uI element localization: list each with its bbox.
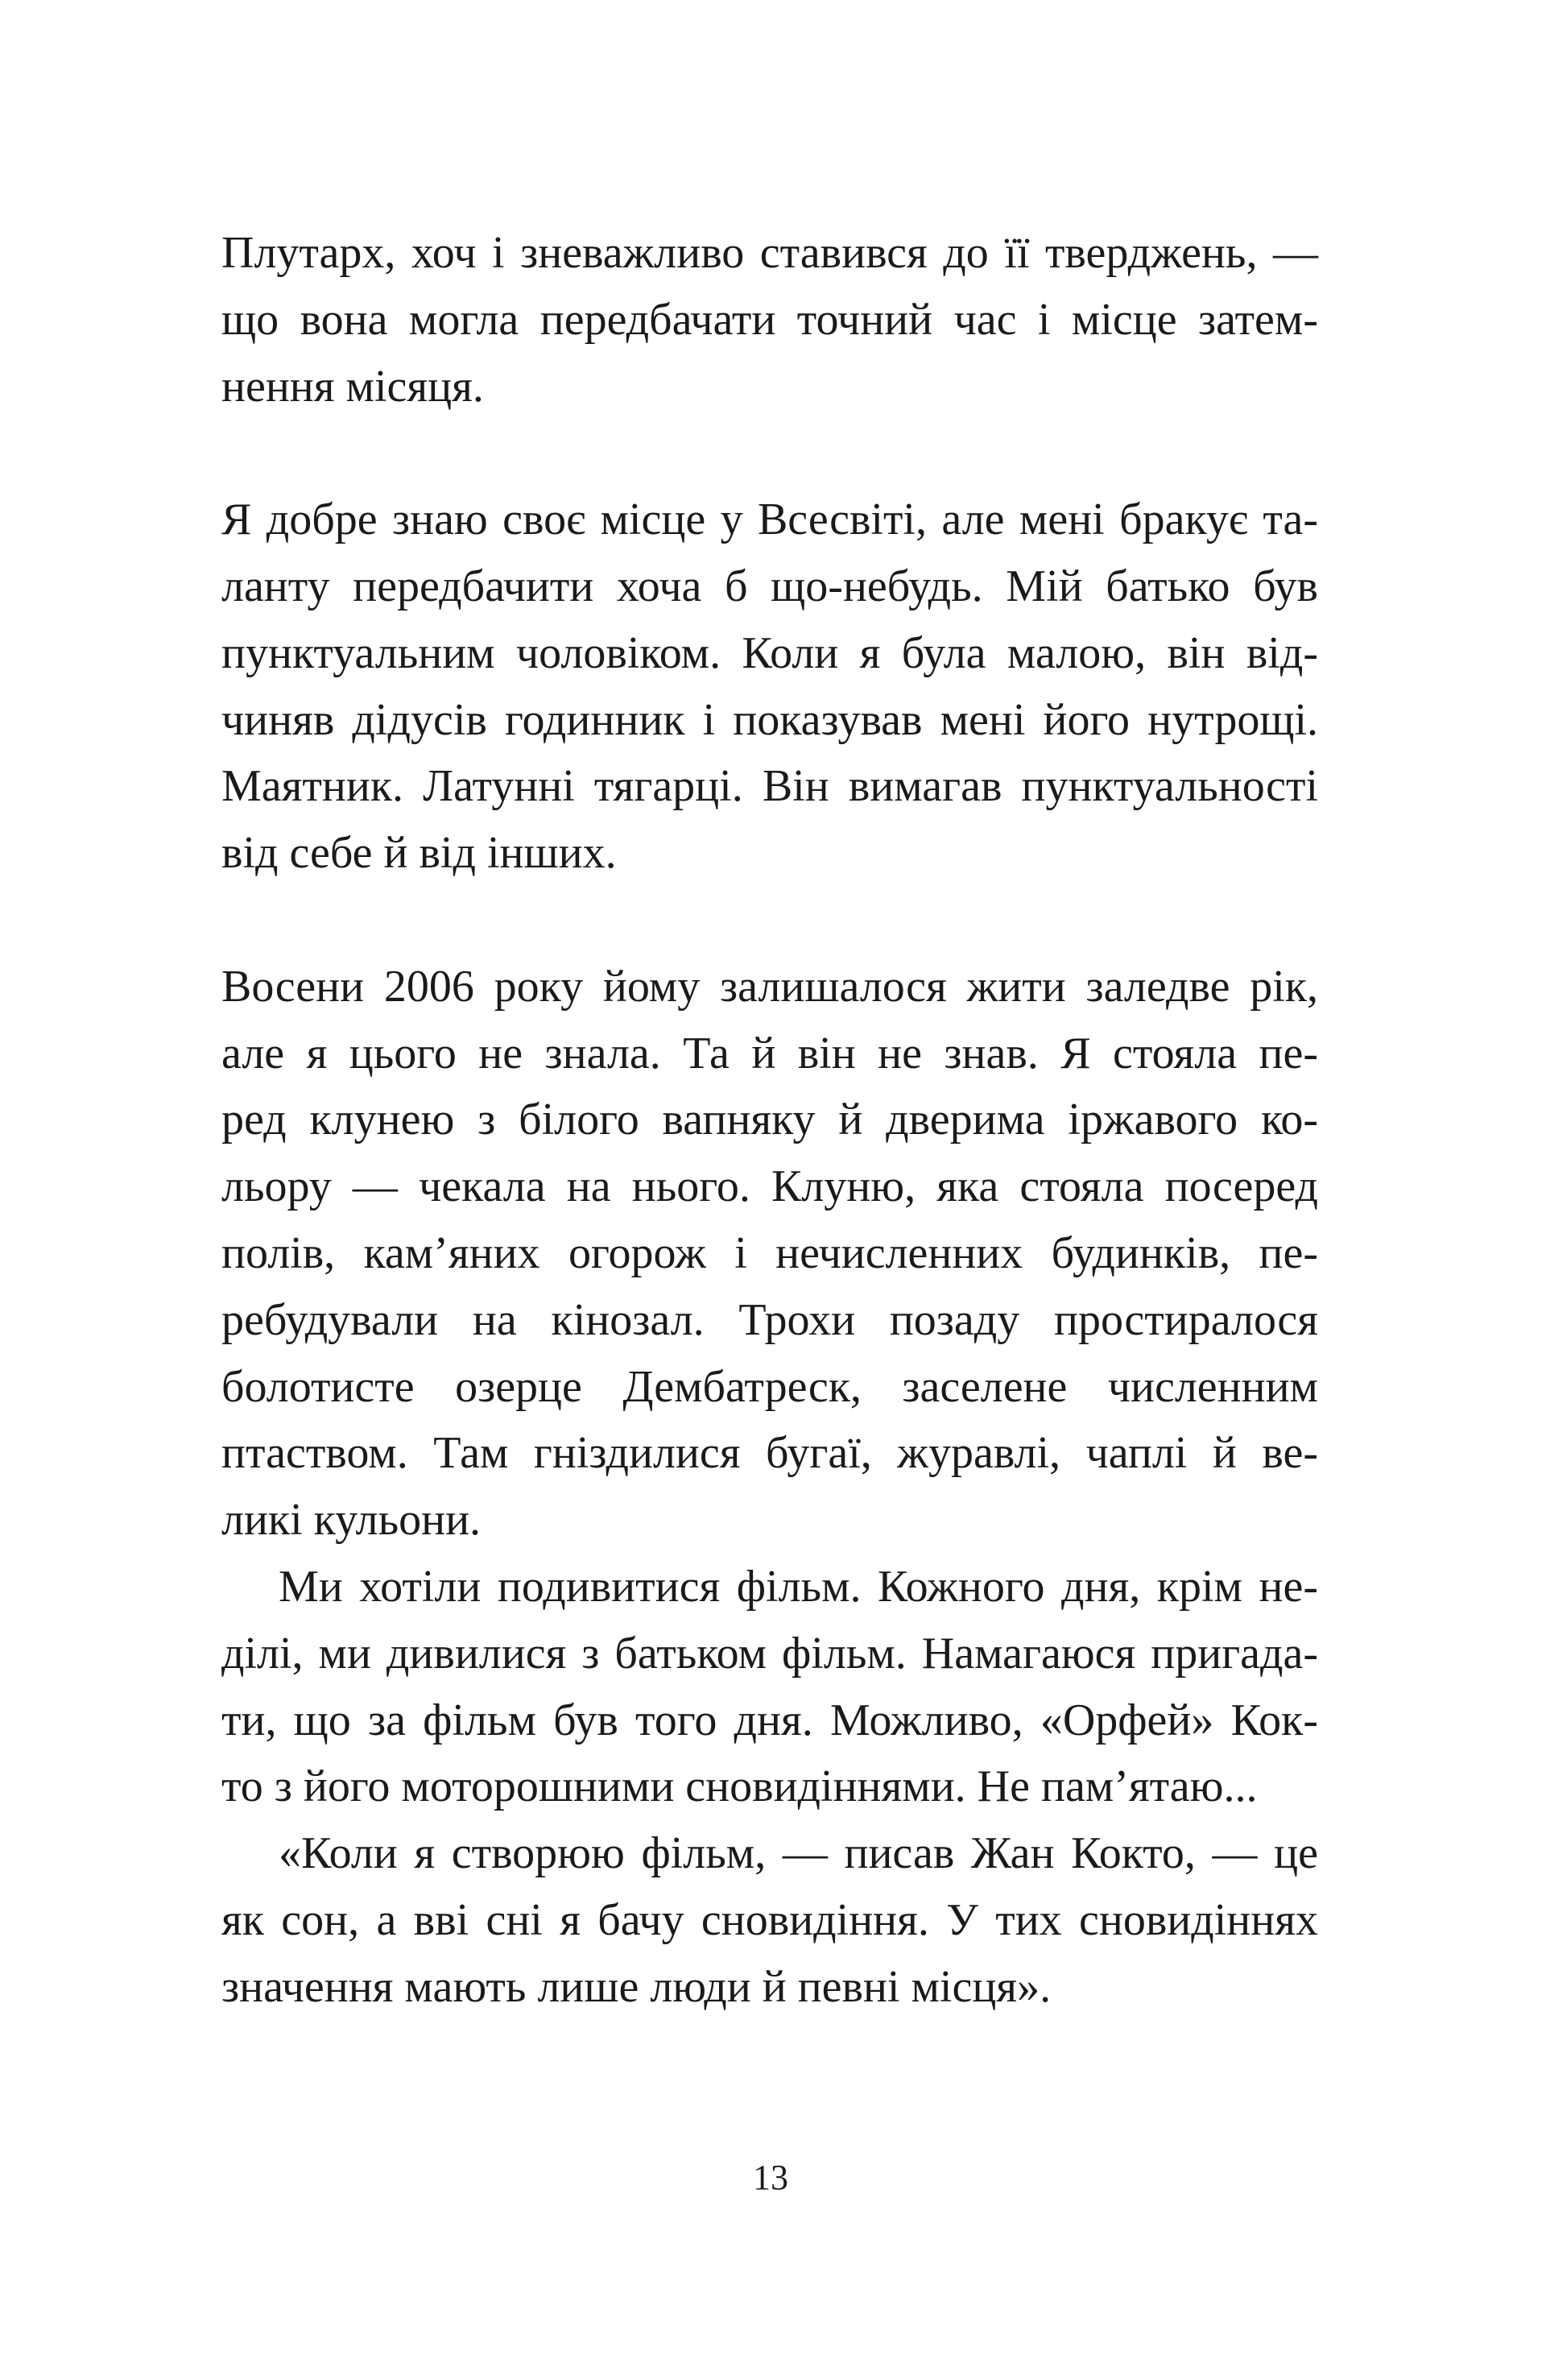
text-line: як сон, а вві сні я бачу сновидіння. У тих сновидіннях — [221, 1894, 1318, 1945]
text-line: що вона могла передбачати точний час і місце затем- — [221, 294, 1318, 345]
text-line: льору — чекала на нього. Клуню, яка стояла посеред — [221, 1161, 1318, 1212]
text-line: від себе й від інших. — [221, 828, 617, 879]
paragraph — [221, 1554, 1318, 1820]
text-line: полів, кам’яних огорож і нечисленних будинків, пе- — [221, 1227, 1318, 1278]
text-line: ликі кульони. — [221, 1495, 482, 1546]
text-line: птаством. Там гніздилися бугаї, журавлі, чаплі й ве- — [221, 1428, 1318, 1479]
text-line: Восени 2006 року йому залишалося жити заледве рік, — [221, 961, 1318, 1012]
text-line: болотисте озерце Дембатреск, заселене численним — [221, 1361, 1318, 1412]
paragraph — [221, 220, 1318, 420]
paragraph — [221, 1820, 1318, 2020]
text-line: Плутарх, хоч і зневажливо ставився до її тверджень, — — [221, 228, 1318, 278]
text-line: «Коли я створюю фільм, — писав Жан Кокто, — це — [279, 1828, 1318, 1879]
text-line: Ми хотіли подивитися фільм. Кожного дня, крім не- — [279, 1561, 1318, 1612]
text-line: пунктуальним чоловіком. Коли я була малою, він від- — [221, 627, 1318, 678]
text-line: то з його моторошними сновидіннями. Не пам’ятаю... — [221, 1761, 1258, 1812]
text-line: Я добре знаю своє місце у Всесвіті, але мені бракує та- — [221, 495, 1318, 545]
text-line: ред клунею з білого вапняку й дверима іржавого ко- — [221, 1095, 1318, 1145]
page-number: 13 — [753, 2158, 788, 2197]
paragraph-gap — [221, 420, 1318, 486]
text-line: ребудували на кінозал. Трохи позаду простиралося — [221, 1294, 1318, 1345]
text-line: значення мають лише люди й певні місця». — [221, 1961, 1052, 2012]
text-line: але я цього не знала. Та й він не знав. Я стояла пе- — [221, 1028, 1318, 1078]
body-text — [221, 220, 1318, 2021]
text-line: нення місяця. — [221, 361, 484, 412]
paragraph — [221, 954, 1318, 1554]
text-line: ділі, ми дивилися з батьком фільм. Намагаюся пригада- — [221, 1628, 1318, 1678]
text-line: чиняв дідусів годинник і показував мені його нутрощі. — [221, 694, 1318, 745]
paragraph-gap — [221, 887, 1318, 954]
text-line: ти, що за фільм був того дня. Можливо, «Орфей» Кок- — [221, 1695, 1318, 1745]
text-line: ланту передбачити хоча б що-небудь. Мій батько був — [221, 561, 1318, 611]
paragraph — [221, 486, 1318, 887]
text-line: Маятник. Латунні тягарці. Він вимагав пунктуальності — [221, 761, 1318, 812]
